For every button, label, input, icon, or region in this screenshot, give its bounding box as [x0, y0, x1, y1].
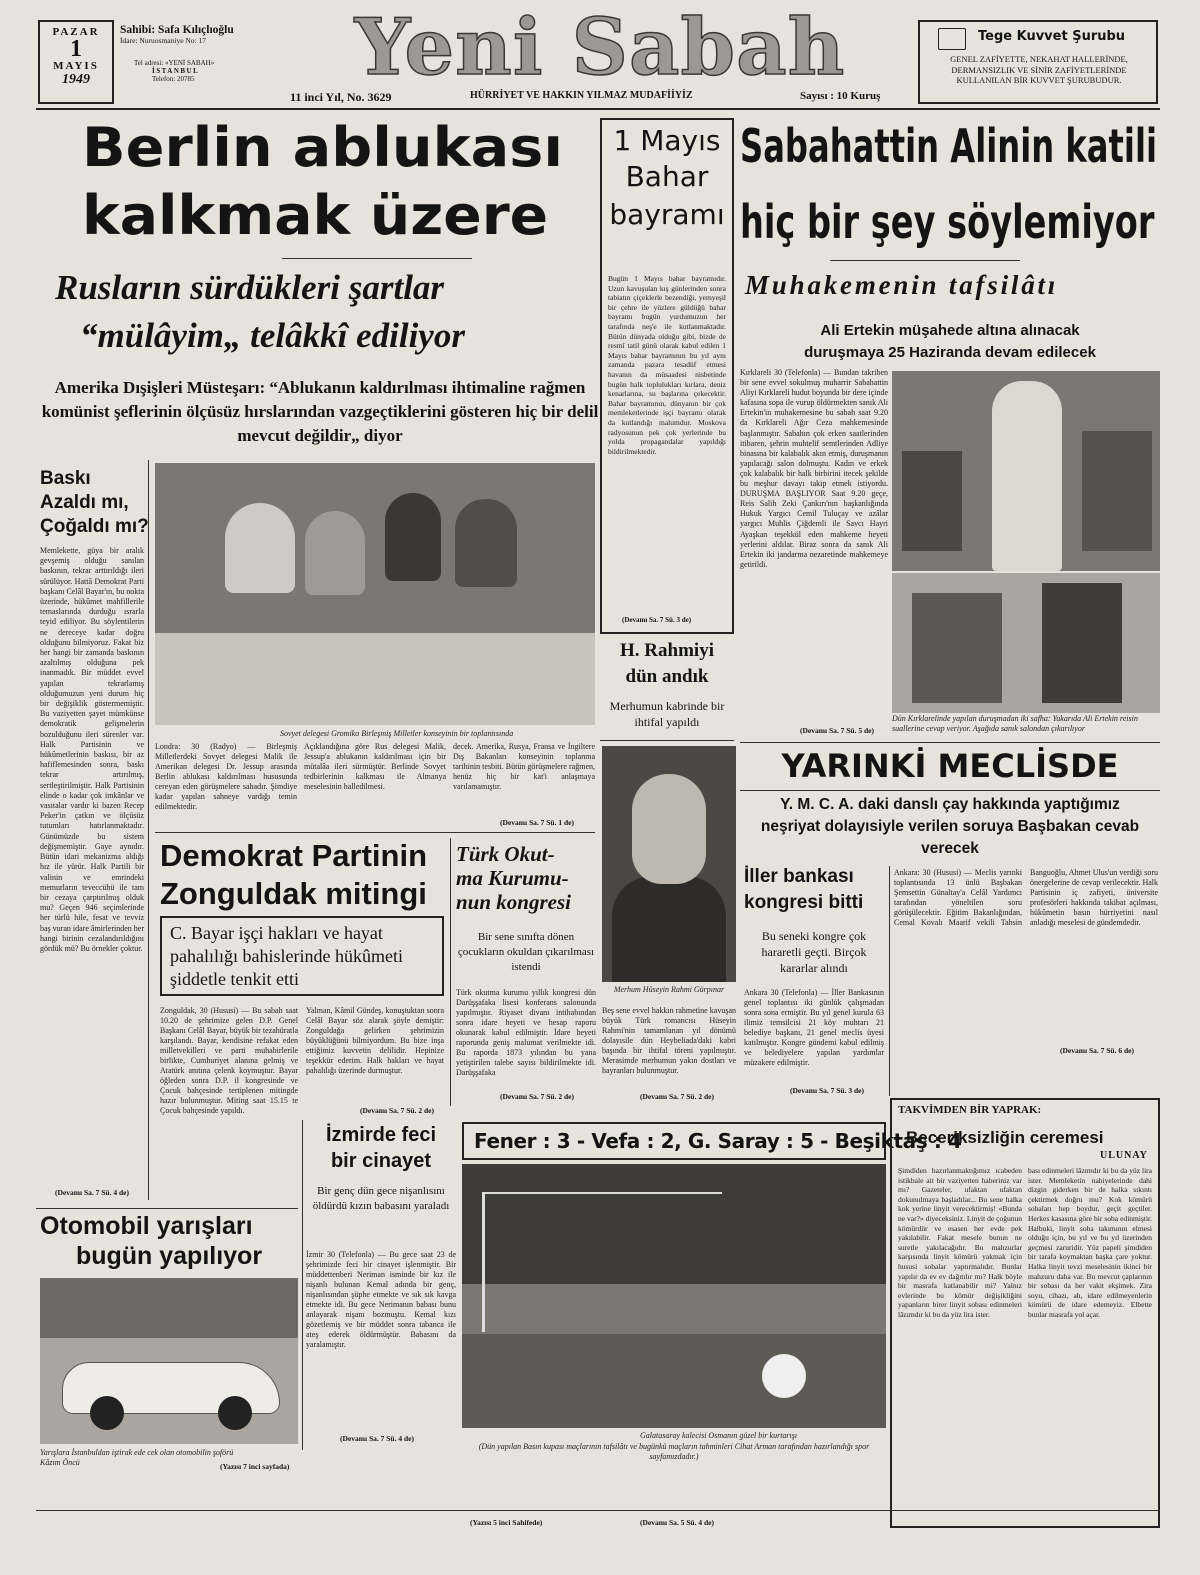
- takvim-col-2: bası edinmeleri lâzımdır ki bu da yüz lira ister. Memleketin nahiyelerinde dahi dizgin giderken bir de halka sıkıntı çektirmek doğru mu? Kok kömürü sobaları hep boydur, geçit geçtiler. Herkes kasasına göre bir soba edinmiştir. Halbuki, linyit soba takımının elmesi olduğu için, bu yıl ve bu yıl üzerinden geçmesi zaruridir. Yüz papeli şimdiden bir tarafa koymaktan başka çare yoktur. Halka linyit tevzi meselesinin ikinci bir mahzuru daha var. Bu mevcut çaplarının bir sobası da her vakit ekşimek. Zira soyu, cihazı, ah, idare edilmeyenlerin kömürü de idare edemeyiz. Elbette bunlar masrafa yol açar.: [1028, 1166, 1152, 1319]
- date-month: MAYIS: [53, 60, 99, 72]
- okutma-sub: Bir sene sınıfta dönen çocukların okuldan çıkarılması istendi: [457, 931, 595, 973]
- rahmi-body: Beş sene evvel hakkın rahmetine kavuşan büyük Türk romancısı Hüseyin Rahmi'nin tamamlanan yıl dönümü dolayısile dün Heybeliada'daki kabri başında bir ihtifal töreni yapılmıştır. Merasimde merhumun yakın dostları ve hayranları bulunmuştur.: [602, 1006, 736, 1075]
- mayis-body: Bugün 1 Mayıs bahar bayramıdır. Uzun kavuşulan kış günlerinden sonra tabiatın çiçeklerle bezendiği, yemyeşil bir çehre ile yüzlere güldüğü bahar bayramı bugün yurdumuzun her tarafında neş'e ile kutlanmaktadır. Bütün dünyada olduğu gibi, bizde de resmî tatil günü olarak kabul edilen 1 Mayıs bahar bayramının bu yıl aynı zamanda pazara tesadüf etmesi havanın da müsaadesi nisbetinde bugün halk toplulukları kırlara, deniz kenarlarına, su başlarına çekecektir. Bahar bayramının, dünyanın bir çok memleketlerinde işçi bayramı olarak da kutlandığı malumdur. Moskova radyosunun pek çok yerlerinde bu yolda propagandalar yapıldığı bildirilmektedir.: [608, 274, 726, 456]
- year-no: 11 inci Yıl, No. 3629: [290, 90, 392, 104]
- mayis-continued: (Devamı Sa. 7 Sü. 3 de): [622, 616, 692, 624]
- okutma-headline-2: ma Kurumu-: [456, 866, 569, 890]
- masthead-rule: [36, 108, 1160, 110]
- berlin-bottom-rule: [155, 832, 595, 833]
- iller-body: Ankara 30 (Telefonla) — İller Bankasının genel toplantısı iki günlük çalışmadan sonra sona ermiştir. Bu yıl genel kurula 63 ilimiz temsilcisi 21 köy muhtarı 21 belediye başkanı, 21 genel meclis üyesi katılmıştır. Kongre gündemi kabul edilmiş ve belediyelere yapılan yardımlar müzakere edilmiştir.: [744, 988, 884, 1067]
- rahmi-headline-1: H. Rahmiyi: [620, 640, 714, 661]
- okutma-headline-3: nun kongresi: [456, 890, 571, 914]
- ad-text: GENEL ZAFİYETTE, NEKAHAT HALLERİNDE, DERMANSIZLIK VE SİNİR ZAFİYETLERİNDE KULLANILAN BİR KUVVET ŞURUBUDUR.: [950, 54, 1128, 85]
- sport-caption-2: (Dün yapılan Basın kupası maçlarının tafsilâtı ve bugünkü maçların tahminleri Cihat Arman tarafından hazırlandığı spor sayfamızdadır.): [478, 1442, 870, 1461]
- izmir-body: İzmir 30 (Telefonla) — Bu gece saat 23 de şehrimizde feci bir cinayet işlenmiştir. Bir müddettenberi Neriman isminde bir kız ile nişanlı bulunan Kemal adında bir genç, nişanlısından şüphe etmekte ve sık sık kavga etmekte idi. Bu gece Nerimanın babası bunu anlayarak nişanı bozmuştu. Kemal kızı gözetlemiş ve bir müddet sonra tabanca ile ateş ederek öldürmüştür. Babasını da yaralamıştır.: [306, 1250, 456, 1349]
- sabahattin-deck-2: duruşmaya 25 Haziranda devam edilecek: [804, 344, 1096, 361]
- meclis-top-rule: [740, 742, 1160, 743]
- iller-continued: (Devamı Sa. 7 Sü. 3 de): [790, 1086, 864, 1095]
- berlin-col-1: Londra: 30 (Radyo) — Birleşmiş Milletlerdeki Sovyet delegesi Malik ile Amerikan delegesi Dr. Jessup arasında Berlin ablukası kaldırılması hususunda cereyan eden görüşmelere sahadır. Şimdiye kadar yapılan sahneye vardığı temin edilmektedir.: [155, 742, 297, 811]
- berlin-headline-1: Berlin ablukası: [82, 116, 563, 179]
- izmir-headline-2: bir cinayet: [330, 1150, 432, 1172]
- otomobil-headline-2: bugün yapılıyor: [75, 1242, 263, 1270]
- date-day: 1: [70, 36, 82, 62]
- takvim-label: TAKVİMDEN BİR YAPRAK:: [898, 1104, 1042, 1116]
- sabahattin-continued: (Devamı Sa. 7 Sü. 5 de): [800, 726, 874, 735]
- sport-caption-1: Galatasaray kalecisi Osmanın güzel bir kurtarışı: [640, 1431, 798, 1440]
- demokrat-col-1: Zonguldak, 30 (Hususi) — Bu sabah saat 10.20 de şehrimize gelen D.P. Genel Başkanı Celâl Bayar, büyük bir tezahüratla karşılandı. Bayar, kendisine refakat eden milletvekilleri ve parti muhabirlerile birlikte, Cumhuriyet alanına gelmiş ve Atatürk anıtına çelenk koymuştur. Bayar öğleden sonra D.P. il kongresinde ve Çocuk bahçesinde tertiplenen mitingde hazır bulunmuştur. Miting saat 15.15 te Çocuk bahçesinde yapıldı.: [160, 1006, 298, 1115]
- demokrat-col-2: Yalman, Kâmil Gündeş, konuştuktan sonra Celâl Bayar söz alarak şöyle demiştir: Zonguldağa gelirken şehrimizin büyüklüğünü bilmiyordum. Bu bize inşa ettiğimiz kuvvetin delilidir. Hepinize teşekkür ederim. Halk hakları ve hayat pahalılığı üzerinde durmuştur.: [306, 1006, 444, 1075]
- trial-photo-bottom: [892, 573, 1160, 713]
- gromiko-photo: [155, 463, 595, 725]
- demokrat-box-text: C. Bayar işçi hakları ve hayat pahalılığı bahislerinde hükûmeti şiddetle tenkit etti: [170, 923, 403, 989]
- date-box: [38, 20, 114, 104]
- trial-caption: Dün Kırklarelinde yapılan duruşmadan iki safha: Yukarıda Ali Ertekin reisin suallerine cevap veriyor. Aşağıda sanık salondan çıkarılıyor: [892, 714, 1138, 733]
- office-text: İdare: Nuruosmaniye No: 17: [120, 36, 207, 45]
- berlin-col-3: decek. Amerika, Rusya, Fransa ve İngiltere Dış Bakanları konseyinin toplanma tarihinin tesbiti. Bütün görüşmelere rağmen, henüz hiç bir kat'i anlaşmaya varılamamıştır.: [453, 742, 595, 791]
- newspaper-title: Yeni Sabah: [354, 2, 846, 93]
- berlin-photo-caption: Sovyet delegesi Gromiko Birleşmiş Milletler konseyinin bir toplantısında: [280, 729, 514, 738]
- otomobil-continued: (Yazısı 7 inci sayfada): [220, 1462, 290, 1471]
- rahmi-photo: [602, 746, 736, 982]
- sabahattin-sub: Muhakemenin tafsilâtı: [745, 270, 1059, 300]
- meclis-bottom-rule: [740, 790, 1160, 791]
- mayis-box: [600, 118, 734, 634]
- otomobil-rule: [36, 1208, 298, 1209]
- berlin-sub-1: Rusların sürdükleri şartlar: [55, 268, 445, 307]
- date-year: 1949: [62, 72, 90, 87]
- meclis-deck: Y. M. C. A. daki danslı çay hakkında yaptığımız neşriyat dolayısiyle verilen soruya Başbakan cevab verecek: [760, 796, 1140, 857]
- rahmi-caption: Merhum Hüseyin Rahmi Gürpınar: [613, 985, 725, 994]
- car-photo: [40, 1278, 298, 1444]
- izmir-headline-1: İzmirde feci: [325, 1124, 437, 1146]
- date-day-name: PAZAR: [52, 26, 100, 38]
- okutma-left-rule: [450, 838, 451, 1106]
- takvim-title: Beceriksizliğin ceremesi: [906, 1128, 1104, 1147]
- okutma-body: Türk okutma kurumu yıllık kongresi dün Darüşşafaka lisesi konferans salonunda yapılmıştır. Riyaset divanı intihabından sonra idare heyeti ve hesap raporu okunarak kabul edilmiştir. İdare heyeti raporunda geniş malumat verilmekte idi. Bu raporda 1873 yılından bu yana yetiştirilen talebe sayısı bildirilmekte idi. Darüşşafaka: [456, 988, 596, 1077]
- motto: HÜRRİYET VE HAKKIN YILMAZ MUDAFİİYİZ: [470, 90, 693, 101]
- takvim-col-1: Şimdiden hazırlanmaktığımız ıcabeden istikbale ait bir vaziyetten haberiniz var mı? Gazeteler, ufaktan ufaktan dokunulmaya başladılar... Bu sene halka kok yerine linyit verecektirmiş! «Bunda ne var?» diyeceksiniz. Linyit de çoğunun kömürdür ve esasen her evde pek yakılabilir. Fakat mesele bunun ne suretle yakılacağıdır. Bu mahzurlar karşısında linyit kömürü yakmak için hususi sobalar yaptırmalıdır. Bunlar yapılır da ev ev dağıtılır mı? Halk böyle bir masrafa katlanabilir mi? Yalnız evlerinde bu kömür değişikliğini yapanların birer linyit sobası edinmeleri lâzımdır ki bu da yüz lira ister.: [898, 1166, 1022, 1319]
- mayis-headline-2: Bahar: [625, 160, 709, 193]
- football-photo: [462, 1164, 886, 1428]
- trial-photo-top: [892, 371, 1160, 571]
- otomobil-headline-1: Otomobil yarışları: [40, 1212, 253, 1240]
- iller-headline-1: İller bankası: [744, 866, 854, 887]
- berlin-sub-2: “mülâyim„ telâkkî ediliyor: [80, 316, 465, 355]
- baski-headline-3: Çoğaldı mı?: [40, 516, 149, 537]
- meclis-body: Ankara: 30 (Hususi) — Meclis yarınki toplantısında 13 ünlü Başbakan Şemsettin Günaltay'a Celâl Yardımcı tarafından yöneltilen soru görüşülecektir. Eğitim Bakanlığından, Cemal Kovalı Maarif vekili Tahsin Banguoğlu, Ahmet Ulus'un verdiği soru önergelerine de cevap verilecektir. Halk Partisinin iç zafiyeti, üniversite profesörleri hakkında takibat açılması, hükûmetin basın hürriyetini nasıl anladığı meselesi de gündemdedir.: [894, 868, 1158, 927]
- iller-sub: Bu seneki kongre çok hararetli geçti. Birçok kararlar alındı: [761, 929, 867, 975]
- telegram-text: Tel adresi: «YENİ SABAH»: [134, 59, 215, 67]
- sabahattin-body: Kırklareli 30 (Telefonla) — Bundan takriben bir sene evvel sokulmuş muharrir Sabahattin Aliyi Kırklareli hudut boyunda bir dere içinde kafasına sopa ile vurup öldürmekten sanık Ali Ertekin'in muhakemesine bu sabah saat 9.20 da Kırklareli Ağır Ceza mahkemesinde başlanmıştır. Sabahın çok erken saatlerinden itibaren, şehrin muhtelif semtlerinden Adliye binasına bir kalabalık akın etmiş, duruşmanın yapılacağı salon dolmuştu. Kadın ve erkek çok kalabalık bir halk birbirini itecek şekilde bu meşhur davayı takip etmek istiyordu. DURUŞMA BAŞLIYOR Saat 9.20 geçe, Reis Salih Zeki Çankırı'nın başkanlığında Hukuk Yargıcı Cemil Tuluçay ve azâlar yargıcı Muhlis Çiğdemli ile Savcı Hayri Ayaşkan teşekkül eden mahkeme heyeti yerlerini aldılar. Biraz sonra da sanık Ali Ertekin iki jandarma nezaretinde mahkemeye getirildi.: [740, 368, 888, 569]
- takvim-continued: (Devamı Sa. 5 Sü. 4 de): [640, 1518, 714, 1527]
- mayis-headline-3: bayramı: [609, 198, 725, 231]
- rahmi-continued: (Devamı Sa. 7 Sü. 2 de): [640, 1092, 714, 1101]
- ad-logo: [938, 28, 966, 50]
- demokrat-headline-1: Demokrat Partinin: [160, 838, 428, 873]
- berlin-rule: [282, 258, 472, 259]
- iller-headline-2: kongresi bitti: [744, 892, 864, 913]
- sabahattin-headline-1: Sabahattin Alinin katili: [740, 119, 1158, 173]
- rahmi-headline-2: dün andık: [625, 666, 709, 687]
- meclis-col-rule: [889, 866, 890, 1096]
- izmir-rule: [302, 1120, 303, 1450]
- izmir-sub: Bir genç dün gece nişanlısını öldürdü kızın babasını yaraladı: [312, 1185, 450, 1212]
- sabahattin-deck-1: Ali Ertekin müşahede altına alınacak: [820, 322, 1080, 339]
- takvim-author: ULUNAY: [1100, 1150, 1148, 1161]
- baski-continued: (Devamı Sa. 7 Sü. 4 de): [55, 1188, 129, 1197]
- berlin-deck: Amerika Dışişleri Müsteşarı: “Ablukanın kaldırılması ihtimaline rağmen komünist şeflerinin ölçüsüz hırslarından vazgeçtiklerini gösteren hiç bir delil mevcut değildir„ diyor: [41, 378, 599, 445]
- demokrat-headline-2: Zonguldak mitingi: [160, 876, 427, 911]
- price: Sayısı : 10 Kuruş: [800, 90, 881, 102]
- rahmi-sub: Merhumun kabrinde bir ihtifal yapıldı: [609, 699, 725, 729]
- berlin-continued: (Devamı Sa. 7 Sü. 1 de): [500, 818, 574, 827]
- mayis-headline-1: 1 Mayıs: [613, 124, 721, 157]
- ad-title: Tege Kuvvet Şurubu: [978, 29, 1126, 44]
- baski-rule: [148, 460, 149, 1200]
- owner-text: Sahibi: Safa Kılıçlıoğlu: [120, 24, 234, 36]
- demokrat-box: [160, 916, 444, 996]
- demokrat-continued: (Devamı Sa. 7 Sü. 2 de): [360, 1106, 434, 1115]
- okutma-continued: (Devamı Sa. 7 Sü. 2 de): [500, 1092, 574, 1101]
- sport-continued: (Yazısı 5 inci Sahifede): [470, 1518, 543, 1527]
- berlin-col-2: Açıklandığına göre Rus delegesi Malik, Jessup'a ablukanın kaldırılması için bir mütalâa ileri sürmüştür. Berlinde Sovyet tedbirlerinin kalkması ile Almanya meselesinin halledilmesi.: [304, 742, 446, 791]
- city-text: İSTANBUL: [152, 67, 200, 75]
- masthead-info: [120, 24, 285, 104]
- meclis-continued: (Devamı Sa. 7 Sü. 6 de): [1060, 1046, 1134, 1055]
- baski-headline-2: Azaldı mı,: [40, 492, 129, 513]
- rahmi-rule: [600, 740, 734, 741]
- phone-text: Telefon: 20785: [152, 75, 195, 83]
- otomobil-caption: Yarışlara İstanbuldan iştirak ede cek olan otomobilin şoförü Kâzım Öncü: [40, 1448, 234, 1467]
- okutma-headline-1: Türk Okut-: [456, 842, 555, 866]
- izmir-continued: (Devamı Sa. 7 Sü. 4 de): [340, 1434, 414, 1443]
- takvim-box: [890, 1098, 1160, 1528]
- baski-headline-1: Baskı: [40, 468, 91, 489]
- sport-headline: Fener : 3 - Vefa : 2, G. Saray : 5 - Beşiktaş : 4: [474, 1129, 962, 1153]
- berlin-headline-2: kalkmak üzere: [82, 184, 549, 247]
- sabahattin-rule: [830, 260, 1020, 261]
- meclis-banner: YARINKİ MECLİSDE: [781, 747, 1119, 785]
- ad-box: [918, 20, 1158, 104]
- sabahattin-headline-2: hiç bir şey söylemiyor: [740, 195, 1155, 249]
- page-bottom-rule: [36, 1510, 1160, 1511]
- sport-headline-box: [462, 1122, 962, 1160]
- baski-body: Memlekette, güya bir aralık gevşemiş olduğu sanılan baskının, tekrar arttırıldığı ileri sürülüyor. Hattâ Demokrat Parti başkanı Celâl Bayar'ın, bu nokta üzerinde, hükûmet mahfillerile temaslarında durduğu ısrarla teyid ediliyor. Bu söylentilerin ne dereceye kadar doğru olduğunu bilmiyoruz. Fakat biz her hangi bir zamanda baskının azaltılmış olduğuna pek inanmadık. Bir müddet evvel yapılan tekrarlamış olduğumuzun yeni durum hiç bir değişiklik göstermemiştir. Bu vaziyetten şayet mümkünse demokratik gelişmelerin bozulduğunu ileri sürenler var. Halk Partisinin ve hükûmetlerinin baskısı, bir az hafiflemesinden sonra, baskı tekrar artırılmış, sertleştirilmiştir. Halk Partisinin elinde o kadar çok imkânlar ve vasıtalar vardır ki bazen Recep Peker'in çatkın ve ölçüsüz tutumları hatırlanmaktadır. Günümüzde bu sistem değişmemiştir. Gaye aynıdır. Bütün idari mekanizma aldığı hız ile yürür. Halk Partili bir valinin ve emrindeki memurların teveccühü ile tam bir cezaya çarptırılmış olduk mu? Geçen 946 seçimlerinde her türlü hile, fesat ve tevviz baş vuran idare âmirlerinden her hangi birinin cezalandırıldığını gördük mü? Bu örnekler çoktur.: [40, 546, 144, 953]
